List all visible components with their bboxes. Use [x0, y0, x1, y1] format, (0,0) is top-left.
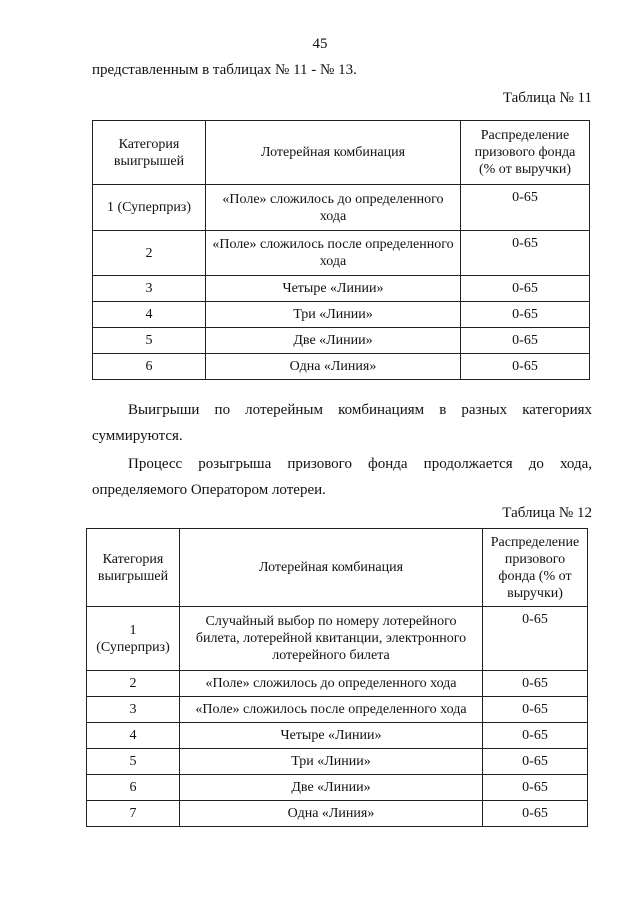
cell-category: 3	[87, 697, 180, 723]
header-combination: Лотерейная комбинация	[206, 121, 461, 185]
table-row	[93, 302, 590, 328]
cell-distribution: 0-65	[483, 749, 588, 775]
header-category: Категория выигрышей	[93, 121, 206, 185]
cell-distribution: 0-65	[461, 185, 590, 231]
cell-category: 1 (Суперприз)	[93, 185, 206, 231]
table-row	[87, 671, 588, 697]
cell-distribution: 0-65	[461, 276, 590, 302]
cell-combination: Две «Линии»	[180, 775, 483, 801]
cell-distribution: 0-65	[461, 231, 590, 276]
table-row	[87, 775, 588, 801]
table-12-caption: Таблица № 12	[502, 505, 592, 521]
cell-category: 2	[87, 671, 180, 697]
cell-distribution: 0-65	[483, 723, 588, 749]
table-row	[93, 354, 590, 380]
cell-combination: «Поле» сложилось после определенного хода	[180, 697, 483, 723]
table-row	[87, 723, 588, 749]
table-row	[93, 231, 590, 276]
table-11-caption: Таблица № 11	[502, 90, 592, 106]
cell-combination: Четыре «Линии»	[206, 276, 461, 302]
paragraph-1-line-2: суммируются.	[92, 428, 183, 444]
cell-category: 4	[93, 302, 206, 328]
cell-combination: «Поле» сложилось после определенного хода	[206, 231, 461, 276]
cell-category: 7	[87, 801, 180, 827]
cell-combination: «Поле» сложилось до определенного хода	[180, 671, 483, 697]
cell-category: 6	[87, 775, 180, 801]
cell-combination: Случайный выбор по номеру лотерейного билета, лотерейной квитанции, электронного лотерейного билета	[180, 607, 483, 671]
table-11	[92, 120, 590, 380]
table-row	[93, 328, 590, 354]
cell-distribution: 0-65	[461, 354, 590, 380]
cell-distribution: 0-65	[461, 328, 590, 354]
table-row	[87, 697, 588, 723]
cell-category: 4	[87, 723, 180, 749]
table-row	[93, 276, 590, 302]
cell-category: 2	[93, 231, 206, 276]
table-row	[87, 607, 588, 671]
cell-category: 6	[93, 354, 206, 380]
table-header-row	[93, 121, 590, 185]
paragraph-2-line-1: Процесс розыгрыша призового фонда продолжается до хода,	[128, 456, 592, 472]
header-category: Категория выигрышей	[87, 529, 180, 607]
table-row	[87, 749, 588, 775]
header-distribution: Распределение призового фонда (% от выручки)	[461, 121, 590, 185]
cell-combination: Одна «Линия»	[206, 354, 461, 380]
paragraph-2-line-2: определяемого Оператором лотереи.	[92, 482, 326, 498]
cell-category: 1 (Суперприз)	[87, 607, 180, 671]
paragraph-2	[92, 451, 592, 503]
cell-combination: Три «Линии»	[180, 749, 483, 775]
table-12	[86, 528, 588, 827]
cell-distribution: 0-65	[483, 801, 588, 827]
header-combination: Лотерейная комбинация	[180, 529, 483, 607]
cell-distribution: 0-65	[483, 671, 588, 697]
cell-distribution: 0-65	[483, 607, 588, 671]
cell-combination: Три «Линии»	[206, 302, 461, 328]
cell-category: 5	[87, 749, 180, 775]
paragraph-1	[92, 397, 592, 449]
paragraph-1-line-1: Выигрыши по лотерейным комбинациям в разных категориях	[128, 402, 592, 418]
cell-category: 3	[93, 276, 206, 302]
cell-combination: Одна «Линия»	[180, 801, 483, 827]
cell-combination: Четыре «Линии»	[180, 723, 483, 749]
cell-category: 5	[93, 328, 206, 354]
cell-distribution: 0-65	[483, 775, 588, 801]
cell-combination: «Поле» сложилось до определенного хода	[206, 185, 461, 231]
cell-distribution: 0-65	[461, 302, 590, 328]
cell-combination: Две «Линии»	[206, 328, 461, 354]
table-header-row	[87, 529, 588, 607]
header-distribution: Распределение призового фонда (% от выручки)	[483, 529, 588, 607]
intro-text: представленным в таблицах № 11 - № 13.	[92, 62, 357, 78]
table-row	[87, 801, 588, 827]
page-number: 45	[312, 36, 328, 52]
table-row	[93, 185, 590, 231]
cell-distribution: 0-65	[483, 697, 588, 723]
